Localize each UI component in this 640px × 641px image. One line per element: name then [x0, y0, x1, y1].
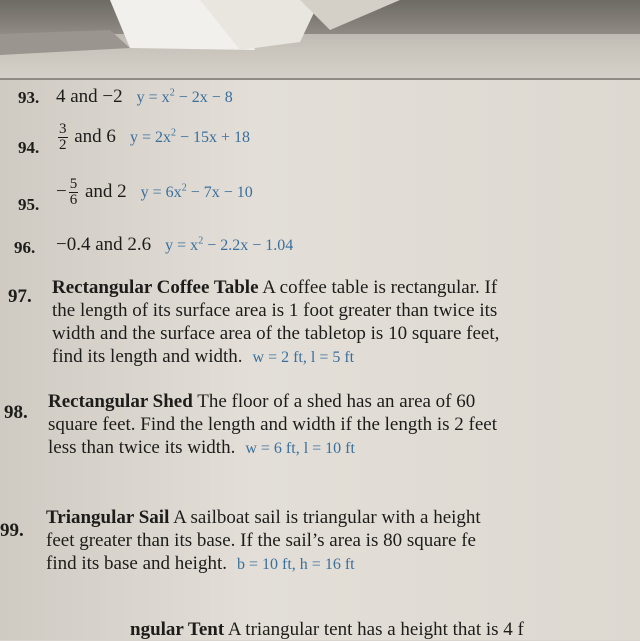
problem-values — [56, 86, 233, 108]
problem-98 — [48, 390, 640, 460]
problem-line: square feet. Find the length and width if the length is 2 feet — [48, 414, 498, 435]
problem-line: A triangular tent has a height that is 4 f — [227, 619, 524, 640]
problem-number: 98. — [4, 402, 28, 423]
problem-title: Rectangular Coffee Table — [52, 277, 259, 298]
equation: $y = x^2 - 2.2x - 1.04$ — [165, 235, 294, 254]
problem-line: The floor of a shed has an area of 60 — [197, 391, 476, 412]
problem-line: A sailboat sail is triangular with a height — [173, 507, 481, 528]
problem-97 — [52, 276, 640, 369]
problem-line: find its base and height. — [46, 553, 227, 574]
problem-line: width and the surface area of the tabletop is 10 square feet, — [52, 323, 500, 344]
problem-line: less than twice its width. — [48, 437, 236, 458]
folded-paper-graphic — [0, 0, 640, 80]
roots-text: 4 and −2 — [56, 86, 123, 107]
problem-number: 99. — [0, 520, 24, 541]
problem-number: 97. — [8, 286, 32, 307]
problem-number: 93. — [18, 88, 40, 107]
fraction: $\frac{5}{6}$ — [69, 176, 78, 208]
problem-title: Triangular Sail — [46, 507, 170, 528]
problem-number: 94. — [18, 138, 40, 157]
header-rule — [0, 78, 640, 80]
equation: $y = 6x^2 - 7x - 10$ — [140, 182, 253, 201]
problem-number: 95. — [18, 195, 40, 214]
page-top-edge — [0, 0, 640, 80]
problem-99 — [46, 506, 640, 576]
answer: b = 10 ft, h = 16 ft — [237, 556, 355, 573]
roots-text: and 6 — [74, 125, 116, 147]
answer: w = 6 ft, l = 10 ft — [245, 440, 355, 457]
equation: $y = 2x^2 - 15x + 18$ — [129, 127, 251, 146]
problem-number: 96. — [14, 238, 36, 257]
negative-sign: − — [56, 180, 67, 202]
problem-line: A coffee table is rectangular. If — [262, 277, 498, 298]
problem-values — [56, 234, 293, 256]
problem-values — [56, 122, 250, 153]
answer: w = 2 ft, l = 5 ft — [252, 349, 355, 366]
equation: $y = x^2 - 2x - 8$ — [136, 87, 233, 106]
roots-text: −0.4 and 2.6 — [56, 234, 152, 255]
problem-values — [56, 177, 253, 208]
fraction: $\frac{3}{2}$ — [59, 121, 67, 153]
problem-100-partial — [130, 618, 640, 641]
problem-line: feet greater than its base. If the sail’s area is 80 square fe — [46, 530, 476, 551]
problem-title: ngular Tent — [130, 619, 225, 640]
problem-line: find its length and width. — [52, 346, 243, 367]
roots-text: and 2 — [84, 180, 127, 202]
problem-line: the length of its surface area is 1 foot greater than twice its — [52, 300, 498, 321]
problem-title: Rectangular Shed — [48, 391, 193, 412]
